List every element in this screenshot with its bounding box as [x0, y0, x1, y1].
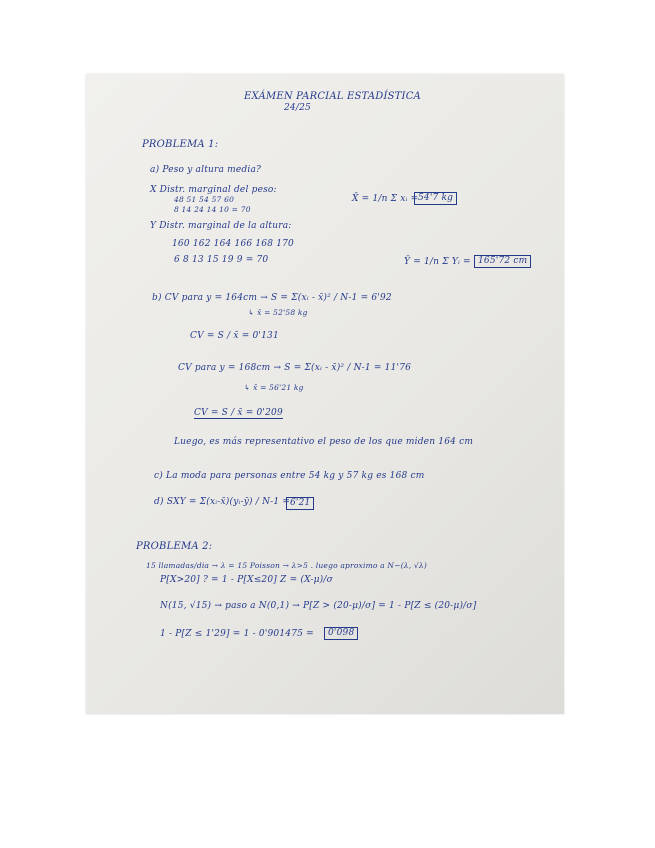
problem2-line2: P[X>20] ? = 1 - P[X≤20] Z = (X-μ)/σ	[160, 575, 333, 585]
exam-sheet	[86, 74, 564, 714]
cv2-line: CV para y = 168cm → S = Σ(xᵢ - x̄)² / N-1 = 11'76	[178, 363, 412, 373]
x-frequencies-row: 8 14 24 14 10 = 70	[174, 205, 251, 214]
problem2-line3: N(15, √15) → paso a N(0,1) → P[Z > (20-μ)/σ] = 1 - P[Z ≤ (20-μ)/σ]	[160, 601, 477, 611]
problem2-line4: 1 - P[Z ≤ 1'29] = 1 - 0'901475 =	[160, 629, 314, 639]
x-values-row: 48 51 54 57 60	[174, 195, 235, 204]
cv2-mean: ↳ x̄ = 56'21 kg	[244, 383, 304, 392]
y-mean-result: 165'72 cm	[474, 255, 531, 268]
problem1-part-d: d) SXY = Σ(xᵢ-x̄)(yᵢ-ȳ) / N-1 =	[154, 497, 291, 507]
y-values-row: 160 162 164 166 168 170	[172, 239, 294, 249]
covariance-result: 6'21	[286, 497, 314, 510]
exam-title: EXÁMEN PARCIAL ESTADÍSTICA	[244, 91, 421, 102]
problem2-line1: 15 llamadas/dia → λ = 15 Poisson → λ>5 . luego aproximo a N~(λ, √λ)	[146, 561, 427, 570]
x-mean-formula: X̄ = 1/n Σ xᵢ =	[352, 194, 419, 204]
x-mean-result: 54'7 kg	[414, 192, 457, 205]
problem1-heading: PROBLEMA 1:	[142, 139, 219, 150]
y-mean-formula: Ȳ = 1/n Σ Yᵢ =	[404, 257, 471, 267]
cv2-result: CV = S / x̄ = 0'209	[194, 408, 283, 418]
problem1-part-a: a) Peso y altura media?	[150, 165, 262, 175]
y-frequencies-row: 6 8 13 15 19 9 = 70	[174, 255, 269, 265]
problem1-part-c: c) La moda para personas entre 54 kg y 57 kg es 168 cm	[154, 471, 425, 481]
problem1-conclusion: Luego, es más representativo el peso de los que miden 164 cm	[174, 437, 474, 447]
exam-year: 24/25	[284, 103, 311, 113]
problem2-result: 0'098	[324, 627, 358, 640]
problem2-heading: PROBLEMA 2:	[136, 541, 213, 552]
cv1-mean: ↳ x̄ = 52'58 kg	[248, 308, 308, 317]
x-distribution-label: X Distr. marginal del peso:	[150, 185, 277, 195]
y-distribution-label: Y Distr. marginal de la altura:	[150, 221, 292, 231]
problem1-part-b: b) CV para y = 164cm → S = Σ(xᵢ - x̄)² / N-1 = 6'92	[152, 293, 392, 303]
cv1-result: CV = S / x̄ = 0'131	[190, 331, 279, 341]
